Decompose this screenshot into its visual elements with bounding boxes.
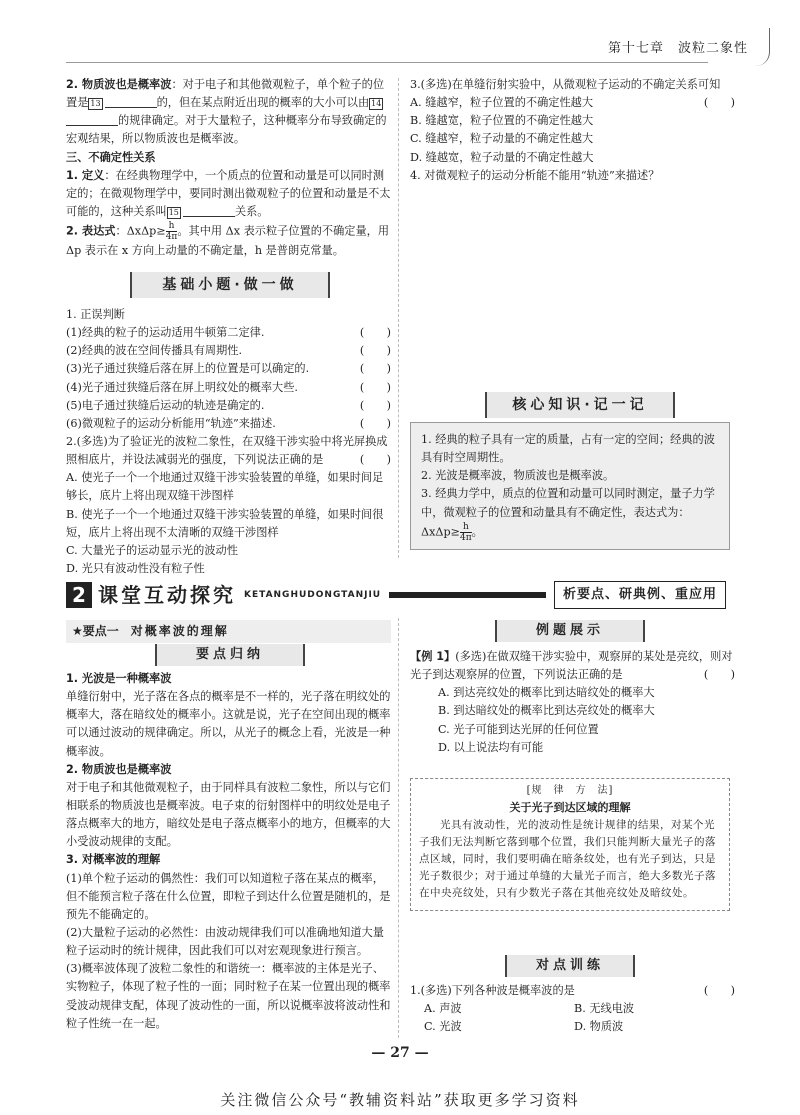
- summary-box-title: 要点归纳: [155, 644, 305, 666]
- header-rule: [66, 62, 708, 63]
- example-1: [410, 648, 735, 757]
- judge-item: (2)经典的波在空间传播具有周期性. ( ): [66, 344, 391, 358]
- core-box-title: 核心知识·记一记: [485, 392, 675, 418]
- column-divider-2: [398, 618, 399, 1038]
- kp-paragraph-2: 对于电子和其他微观粒子，由于同样具有波粒二象性，所以与它们相联系的物质波也是概率波。电子束的衍射图样中的明纹处是电子落点概率大的地方，暗纹处是电子落点概率小的地方，但概率的大小受波动规律的支配。: [66, 780, 391, 849]
- q3-stem: 3.(多选)在单缝衍射实验中，从微观粒子运动的不确定关系可知 ( ): [410, 78, 735, 110]
- left-column-top: [66, 76, 391, 260]
- kp-heading-2: 2. 物质波也是概率波: [66, 762, 172, 776]
- training-stem: 1.(多选)下列各种波是概率波的是 ( ): [410, 984, 735, 997]
- example-option: A. 到达亮纹处的概率比到达暗纹处的概率大: [438, 686, 655, 700]
- kp-heading-3: 3. 对概率波的理解: [66, 853, 161, 867]
- chapter-header: 第十七章 波粒二象性: [607, 41, 748, 56]
- item-expression: 2. 表达式：ΔxΔp≥ $\frac{h}{4\pi}$ 。其中用 Δx 表示粒子位置的不确定量，用 Δp 表示在 x 方向上动量的不确定量，h 是普朗克常量。: [66, 221, 390, 258]
- example-box-title: 例题展示: [495, 620, 645, 642]
- example-stem: 【例 1】(多选)在做双缝干涉实验中，观察屏的某处是亮纹，则对光子到达观察屏的位置，下列说法正确的是 ( ): [410, 650, 735, 682]
- footer-note: 关注微信公众号“教辅资料站”获取更多学习资料: [220, 1091, 580, 1109]
- method-title: 关于光子到达区域的理解: [509, 801, 631, 815]
- q2-option: B. 使光子一个一个地通过双缝干涉实验装置的单缝，如果时间很短，底片上将出现不太清晰的双缝干涉图样: [66, 507, 384, 539]
- key-point-body: [66, 670, 391, 1033]
- item-matter-wave: 2. 物质波也是概率波：对于电子和其他微观粒子，单个粒子的位置是 13 的，但在某点附近出现的概率的大小可以由 14的规律确定。对于大量粒子，这种概率分布导致确定的宏观结果，所以物质波也是概率波。: [66, 78, 387, 146]
- basic-box-title: 基础小题·做一做: [130, 272, 330, 298]
- key-point-header: [66, 620, 391, 643]
- section-3-title: 三、不确定性关系: [66, 150, 156, 164]
- core-box-header: [480, 392, 680, 418]
- training-title: 对点训练: [505, 955, 635, 977]
- item-definition: 1. 定义：在经典物理学中，一个质点的位置和动量是可以同时测定的；在微观物理学中，要同时测出微观粒子的位置和动量是不太可能的，这种关系叫 15 关系。: [66, 168, 391, 218]
- basic-box-header: [110, 272, 350, 298]
- q2-option: D. 光只有波动性没有粒子性: [66, 561, 205, 575]
- q2-option: C. 大量光子的运动显示光的波动性: [66, 543, 238, 557]
- section-bar: [66, 580, 726, 610]
- kp-paragraph-1: 单缝衍射中，光子落在各点的概率是不一样的，光子落在明纹处的概率大，落在暗纹处的概率小。这就是说，光子在空间出现的概率可以通过波动的规律确定。所以，从光子的概念上看，光波是一种概率波。: [66, 690, 391, 758]
- header-ornament: [756, 28, 770, 66]
- section-number: 2: [66, 582, 92, 608]
- judge-item: (1)经典的粒子的运动适用牛顿第二定律. ( ): [66, 326, 391, 340]
- q3-option: B. 缝越宽，粒子位置的不确定性越大: [410, 114, 594, 128]
- section-title: 课堂互动探究: [98, 582, 236, 607]
- judge-item: (5)电子通过狭缝后运动的轨迹是确定的. ( ): [66, 398, 391, 412]
- kp-paragraph-3b: (2)大量粒子运动的必然性：由波动规律我们可以准确地知道大量粒子运动时的统计规律，因此我们可以对宏观现象进行预言。: [66, 925, 384, 958]
- example-box-header: [490, 620, 650, 642]
- kp-paragraph-3c: (3)概率波体现了波粒二象性的和谐统一：概率波的主体是光子、实物粒子，体现了粒子性的一面；同时粒子在某一位置出现的概率受波动规律支配，体现了波动性的一面，所以说概率波将波动性和粒子性统一在一起。: [66, 962, 391, 1030]
- key-point-title: ★要点一 对概率波的理解: [66, 620, 391, 643]
- q3-option: A. 缝越窄，粒子位置的不确定性越大: [410, 96, 594, 110]
- method-label: [规 律 方 法]: [526, 785, 614, 796]
- core-point-1: 1. 经典的粒子具有一定的质量，占有一定的空间；经典的波具有时空周期性。: [421, 433, 715, 465]
- method-body: 光具有波动性，光的波动性是统计规律的结果，对某个光子我们无法判断它落到哪个位置，我们只能判断大量光子的落点区域，同时，我们要明确在暗条纹处，也有光子到达，只是光子数很少；对于通过单缝的大量光子而言，绝大多数光子落在中央亮纹处，只有少数光子落在其他亮纹处及暗纹处。: [419, 819, 716, 899]
- summary-box-header: [150, 644, 310, 666]
- core-knowledge-box: [410, 422, 730, 550]
- q4: 4. 对微观粒子的运动分析能不能用“轨迹”来描述？: [410, 168, 660, 182]
- training-header: [500, 955, 640, 977]
- kp-heading-1: 1. 光波是一种概率波: [66, 672, 172, 685]
- method-box: [410, 778, 730, 911]
- q2-option: A. 使光子一个一个地通过双缝干涉实验装置的单缝，如果时间足够长，底片上将出现双缝干涉图样: [66, 471, 384, 503]
- column-divider: [398, 78, 399, 558]
- q2-stem: 2.(多选)为了验证光的波粒二象性，在双缝干涉实验中将光屏换成照相底片，并设法减弱光的强度，下列说法正确的是 ( ): [66, 434, 391, 467]
- left-questions: [66, 306, 391, 578]
- section-tag: 析要点、研典例、重应用: [554, 581, 726, 608]
- right-questions: [410, 76, 735, 185]
- example-option: C. 光子可能到达光屏的任何位置: [438, 722, 599, 736]
- training-options-row: C. 光波 D. 物质波: [424, 1020, 624, 1034]
- judge-item: (6)微观粒子的运动分析能用“轨迹”来描述. ( ): [66, 416, 391, 430]
- q3-option: D. 缝越宽，粒子动量的不确定性越大: [410, 150, 594, 164]
- core-point-2: 2. 光波是概率波，物质波也是概率波。: [421, 469, 615, 483]
- q3-option: C. 缝越窄，粒子动量的不确定性越大: [410, 132, 594, 146]
- section-line: [389, 592, 546, 598]
- example-option: B. 到达暗纹处的概率比到达亮纹处的概率大: [438, 704, 655, 718]
- training-options-row: A. 声波 B. 无线电波: [424, 1002, 635, 1016]
- training-question: [410, 982, 735, 1036]
- judge-item: (3)光子通过狭缝后落在屏上的位置是可以确定的. ( ): [66, 362, 391, 376]
- judge-item: (4)光子通过狭缝后落在屏上明纹处的概率大些. ( ): [66, 380, 391, 394]
- example-option: D. 以上说法均有可能: [438, 740, 544, 754]
- q1-title: 1. 正误判断: [66, 308, 125, 321]
- kp-paragraph-3a: (1)单个粒子运动的偶然性：我们可以知道粒子落在某点的概率，但不能预言粒子落在什么位置，即粒子到达什么位置是随机的，是预先不能确定的。: [66, 871, 391, 921]
- section-pinyin: KETANGHUDONGTANJIU: [244, 589, 382, 600]
- core-point-3: 3. 经典力学中，质点的位置和动量可以同时测定，量子力学中，微观粒子的位置和动量具有不确定性，表达式为：ΔxΔp≥ $\frac{h}{4\pi}$ 。: [421, 487, 715, 543]
- page-number: — 27 —: [371, 1045, 429, 1061]
